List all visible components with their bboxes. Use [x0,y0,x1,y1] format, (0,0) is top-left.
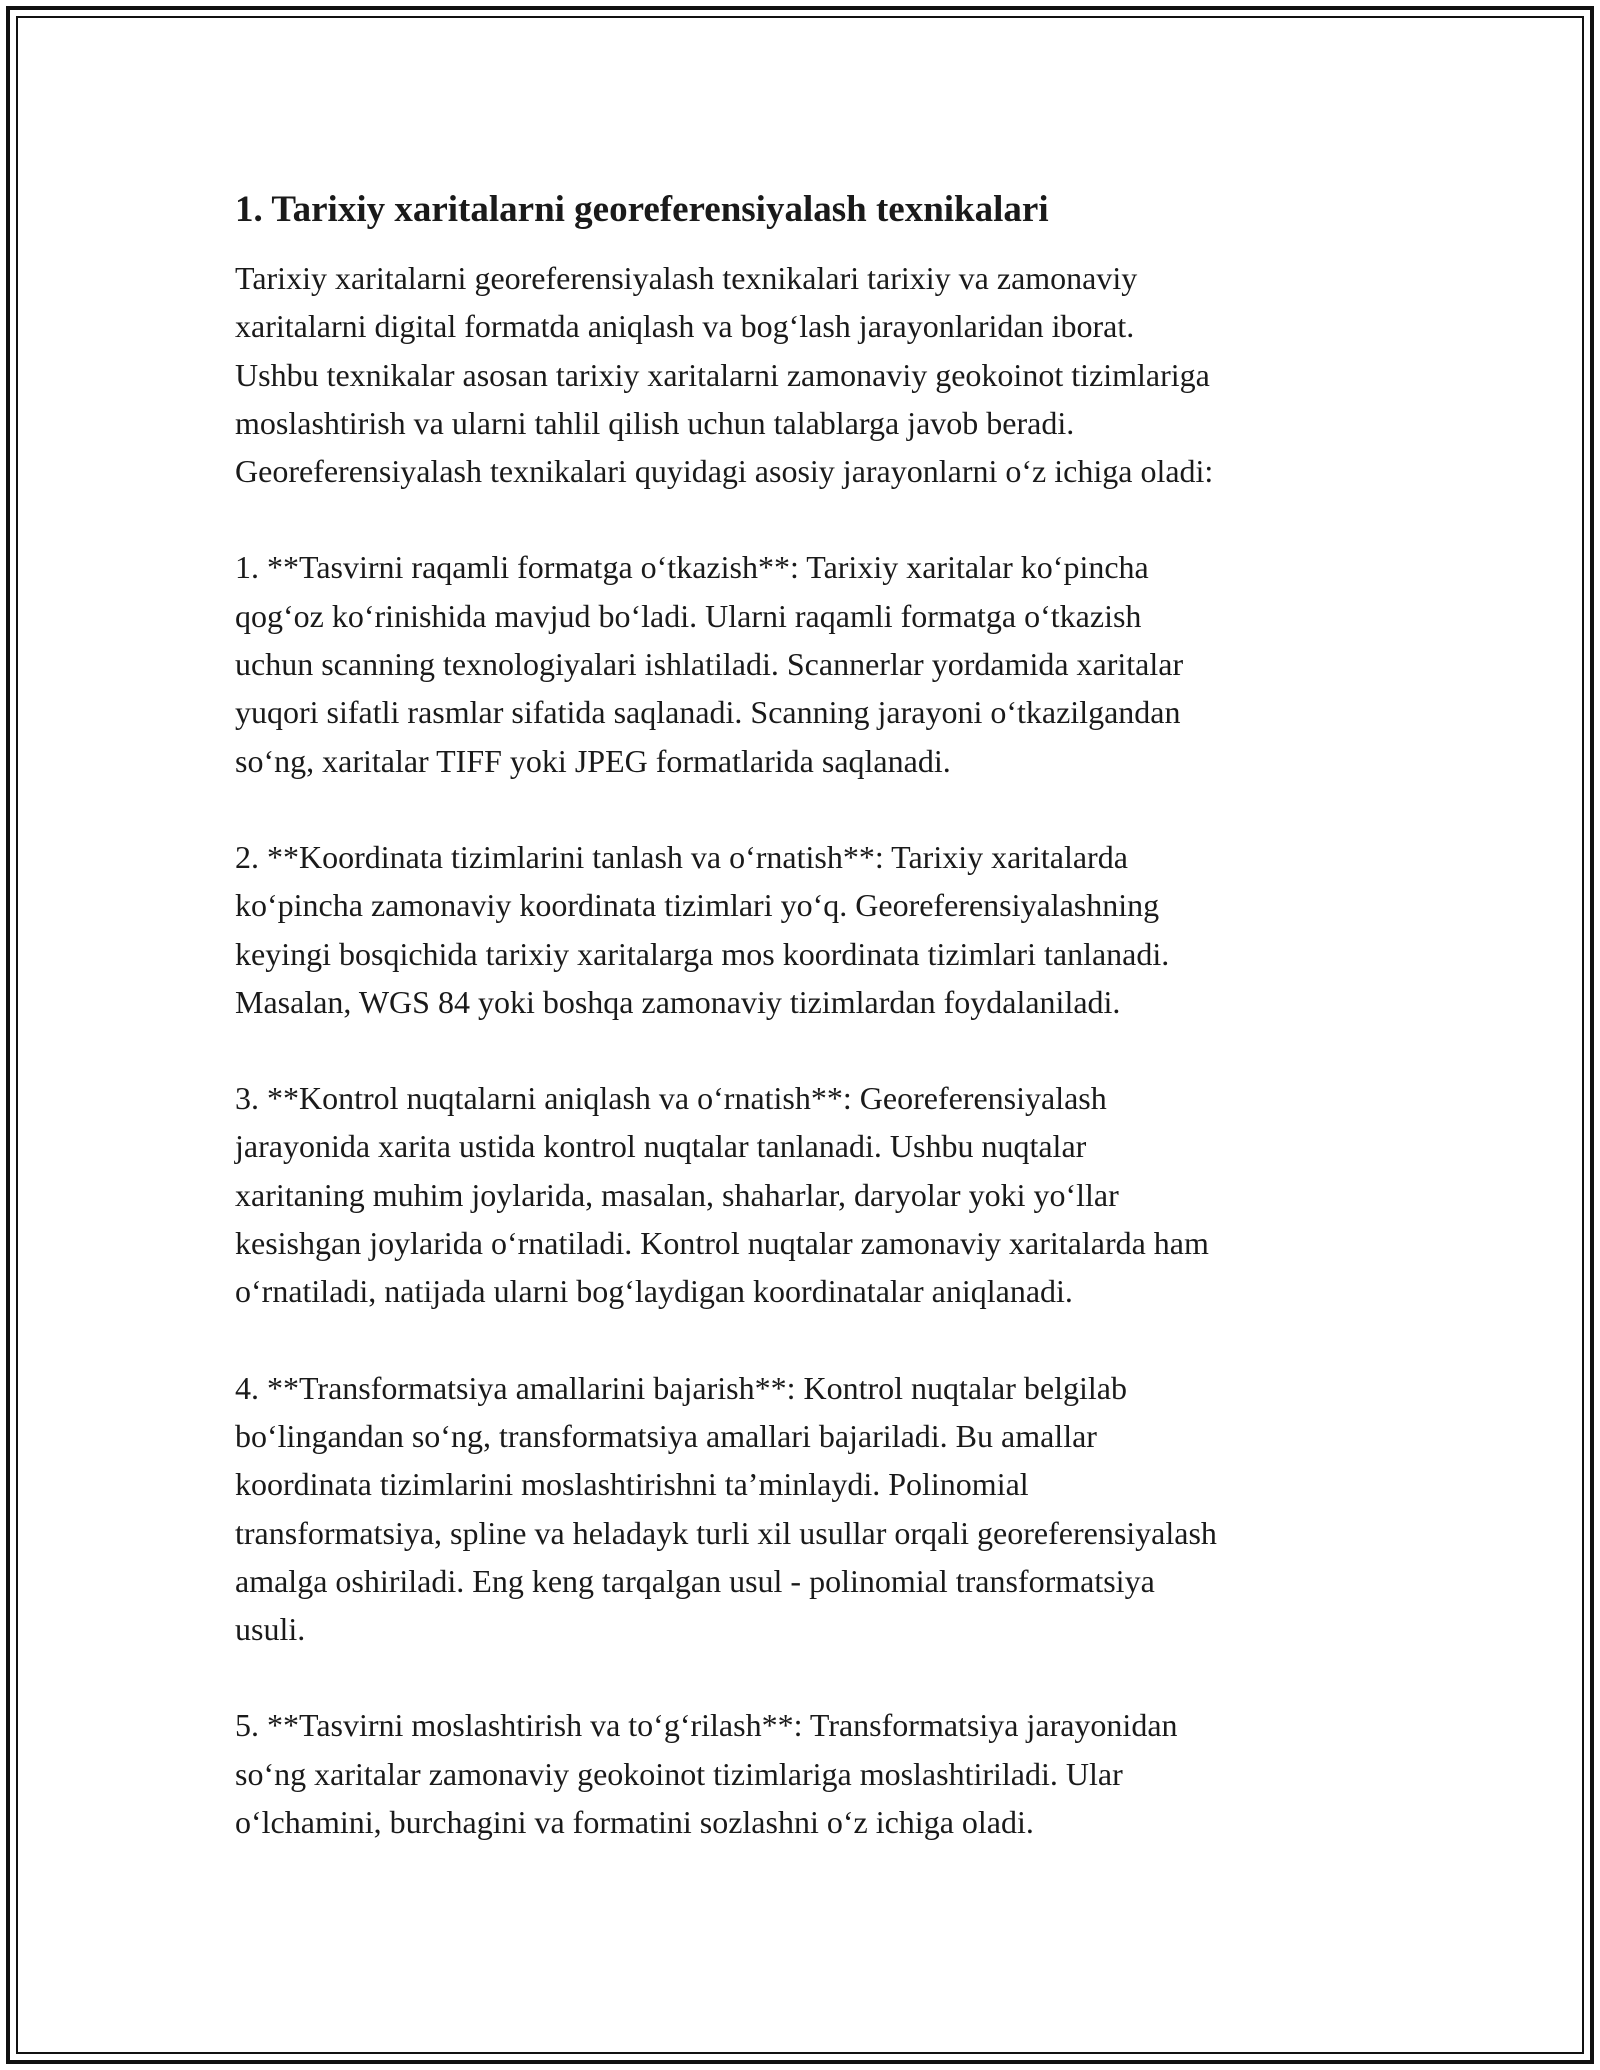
paragraph-line: moslashtirish va ularni tahlil qilish uchun talablarga javob beradi. [235,404,1075,441]
paragraph-line: bo‘lingandan so‘ng, transformatsiya amallari bajariladi. Bu amallar [235,1417,1097,1454]
paragraph-line: transformatsiya, spline va heladayk turli xil usullar orqali georeferensiyalash [235,1514,1217,1551]
paragraph-line: so‘ng, xaritalar TIFF yoki JPEG formatlarida saqlanadi. [235,742,951,779]
paragraph-line: 1. **Tasvirni raqamli formatga o‘tkazish**: Tarixiy xaritalar ko‘pincha [235,549,1149,586]
step-2-paragraph [235,833,1385,1026]
paragraph-line: xaritaning muhim joylarida, masalan, shaharlar, daryolar yoki yo‘llar [235,1176,1119,1213]
paragraph-line: 3. **Kontrol nuqtalarni aniqlash va o‘rnatish**: Georeferensiyalash [235,1080,1107,1117]
intro-paragraph [235,254,1385,495]
paragraph-line: so‘ng xaritalar zamonaviy geokoinot tizimlariga moslashtiriladi. Ular [235,1755,1123,1792]
paragraph-line: uchun scanning texnologiyalari ishlatiladi. Scannerlar yordamida xaritalar [235,646,1184,683]
step-1-paragraph [235,543,1385,784]
step-5-paragraph [235,1701,1385,1846]
step-4-paragraph [235,1364,1385,1654]
paragraph-line: koordinata tizimlarini moslashtirishni ta’minlaydi. Polinomial [235,1466,1029,1503]
paragraph-line: Ushbu texnikalar asosan tarixiy xaritalarni zamonaviy geokoinot tizimlariga [235,356,1210,393]
document-body [235,186,1385,1894]
paragraph-line: usuli. [235,1611,306,1648]
paragraph-line: Masalan, WGS 84 yoki boshqa zamonaviy tizimlardan foydalaniladi. [235,983,1121,1020]
paragraph-line: Tarixiy xaritalarni georeferensiyalash texnikalari tarixiy va zamonaviy [235,260,1138,296]
paragraph-line: xaritalarni digital formatda aniqlash va bog‘lash jarayonlaridan iborat. [235,308,1135,345]
paragraph-line: amalga oshiriladi. Eng keng tarqalgan usul - polinomial transformatsiya [235,1562,1155,1599]
paragraph-line: yuqori sifatli rasmlar sifatida saqlanadi. Scanning jarayoni o‘tkazilgandan [235,694,1181,731]
paragraph-line: qog‘oz ko‘rinishida mavjud bo‘ladi. Ularni raqamli formatga o‘tkazish [235,597,1142,634]
paragraph-line: ko‘pincha zamonaviy koordinata tizimlari yo‘q. Georeferensiyalashning [235,887,1160,924]
section-heading: 1. Tarixiy xaritalarni georeferensiyalash texnikalari [235,189,1049,230]
paragraph-line: keyingi bosqichida tarixiy xaritalarga mos koordinata tizimlari tanlanadi. [235,935,1170,972]
paragraph-line: jarayonida xarita ustida kontrol nuqtalar tanlanadi. Ushbu nuqtalar [235,1128,1087,1165]
paragraph-line: 4. **Transformatsiya amallarini bajarish**: Kontrol nuqtalar belgilab [235,1369,1127,1406]
paragraph-line: kesishgan joylarida o‘rnatiladi. Kontrol nuqtalar zamonaviy xaritalarda ham [235,1225,1209,1262]
paragraph-line: o‘rnatiladi, natijada ularni bog‘laydigan koordinatalar aniqlanadi. [235,1273,1073,1310]
paragraph-line: o‘lchamini, burchagini va formatini sozlashni o‘z ichiga oladi. [235,1804,1034,1841]
paragraph-line: Georeferensiyalash texnikalari quyidagi asosiy jarayonlarni o‘z ichiga oladi: [235,453,1214,490]
paragraph-line: 2. **Koordinata tizimlarini tanlash va o‘rnatish**: Tarixiy xaritalarda [235,838,1128,875]
step-3-paragraph [235,1074,1385,1315]
paragraph-line: 5. **Tasvirni moslashtirish va to‘g‘rilash**: Transformatsiya jarayonidan [235,1707,1178,1744]
